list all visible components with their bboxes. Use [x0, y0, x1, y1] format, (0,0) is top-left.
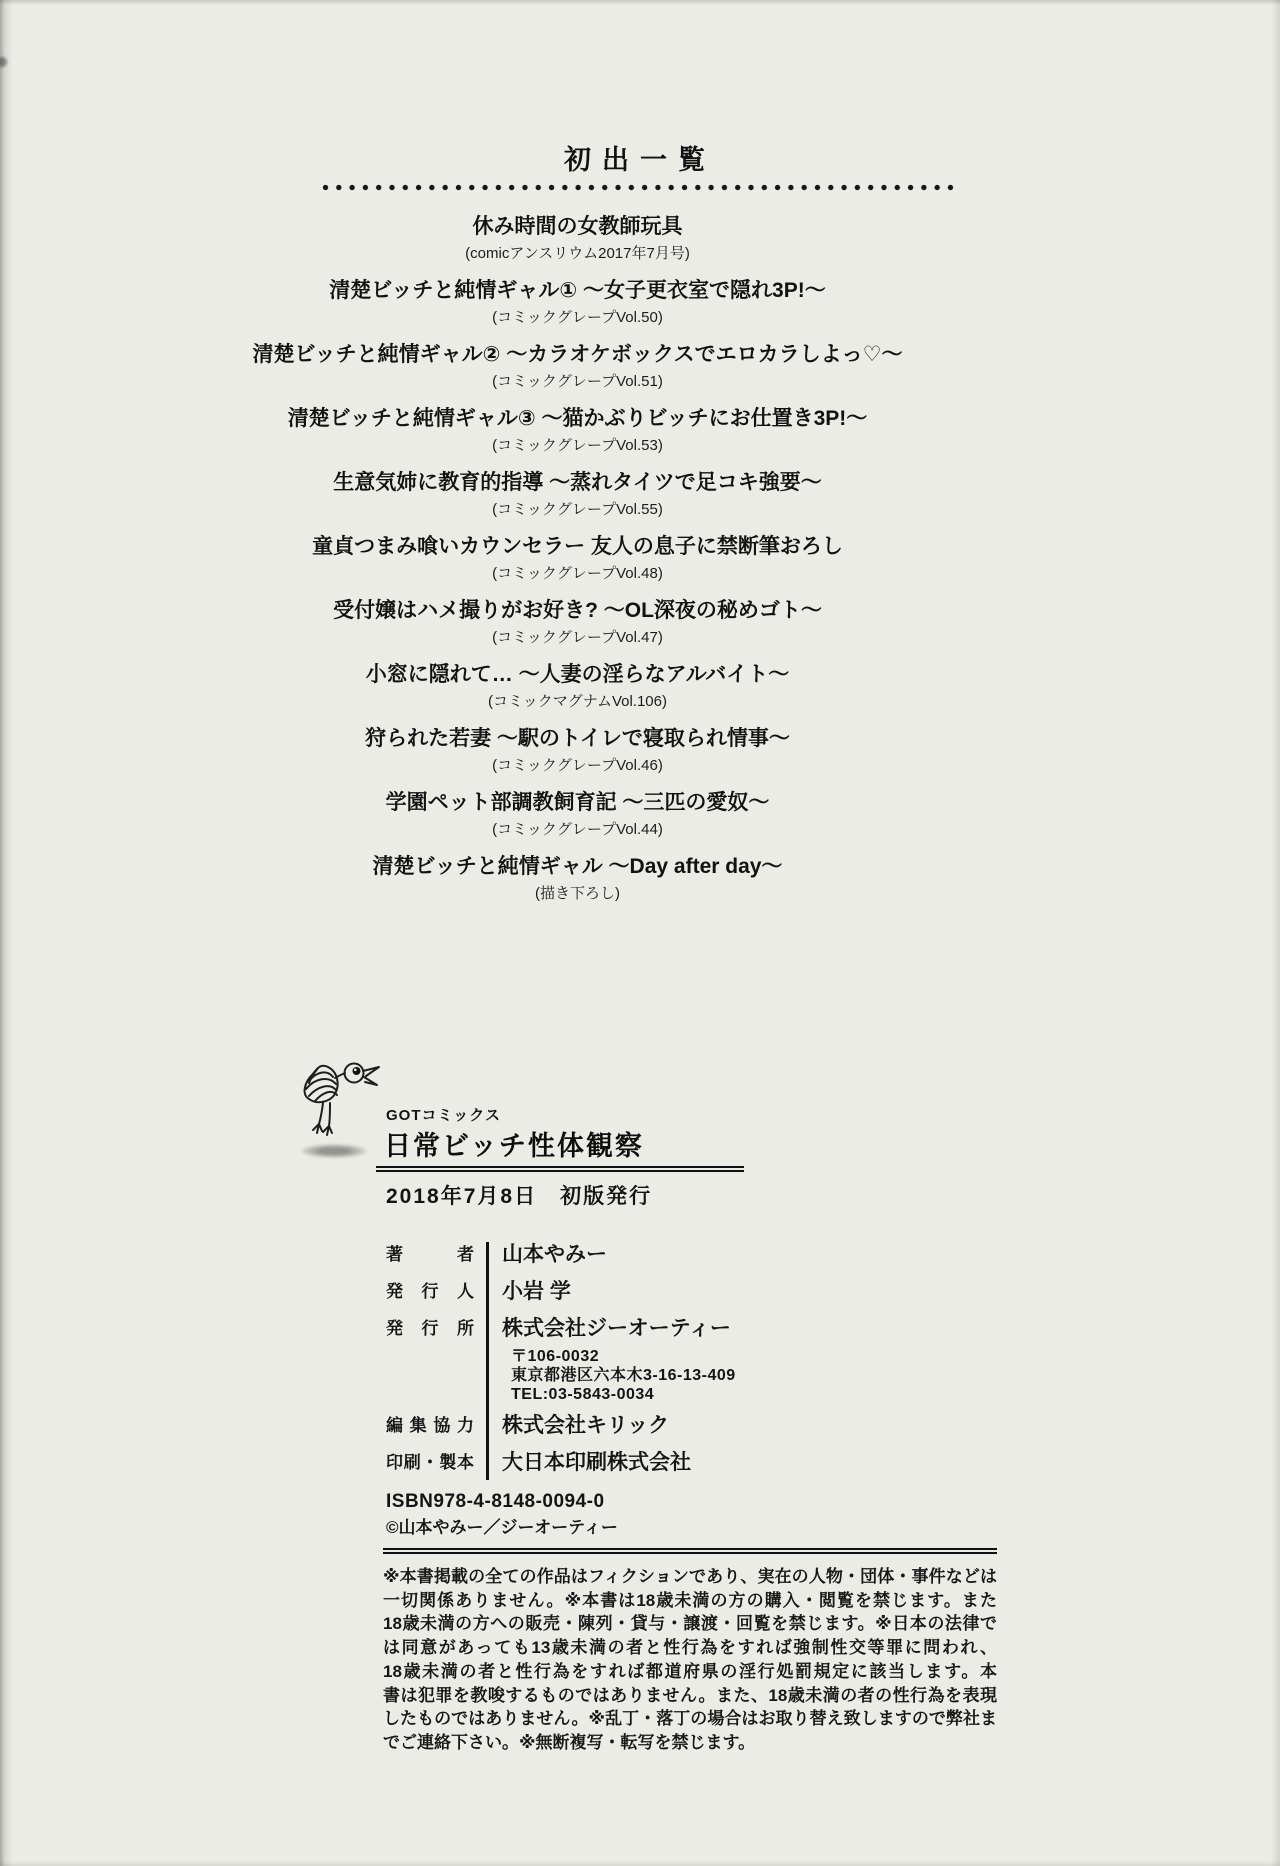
work-item — [95, 788, 1060, 842]
work-title: 清楚ビッチと純情ギャル① ～女子更衣室で隠れ3P!～ — [329, 279, 826, 302]
work-item — [95, 276, 1060, 330]
copyright-line: ©山本やみー／ジーオーティー — [386, 1518, 618, 1537]
credit-value: 株式会社キリック — [502, 1414, 670, 1437]
section-title: 初出一覧 — [564, 145, 716, 175]
credit-row — [386, 1448, 946, 1478]
work-source: (コミックグレープVol.47) — [492, 629, 663, 646]
disclaimer-rule — [383, 1548, 997, 1554]
work-item — [95, 660, 1060, 714]
work-item — [95, 468, 1060, 522]
work-title: 童貞つまみ喰いカウンセラー 友人の息子に禁断筆おろし — [312, 535, 843, 558]
work-item — [95, 532, 1060, 586]
work-item — [95, 852, 1060, 906]
credit-value: 小岩 学 — [502, 1280, 571, 1303]
credit-label: 発行人 — [386, 1282, 474, 1301]
disclaimer-line: 一切関係ありません。※本書は18歳未満の方の購入・閲覧を禁じます。また — [383, 1590, 997, 1610]
work-source: (描き下ろし) — [535, 885, 620, 902]
credit-value — [474, 1314, 736, 1404]
disclaimer-line: でご連絡下さい。※無断複写・転写を禁じます。 — [383, 1732, 756, 1752]
work-item — [95, 404, 1060, 458]
disclaimer-paragraph — [383, 1565, 997, 1755]
bird-doodle-icon — [296, 1058, 388, 1140]
book-title: 日常ビッチ性体観察 — [384, 1131, 644, 1161]
disclaimer-line: 書は犯罪を教唆するものではありません。また、18歳未満の者の性行為を表現 — [383, 1685, 997, 1705]
credit-row — [386, 1240, 946, 1270]
credit-value: 大日本印刷株式会社 — [502, 1451, 691, 1474]
edition-date: 2018年7月8日 初版発行 — [386, 1185, 653, 1208]
phone-number: TEL:03-5843-0034 — [511, 1386, 655, 1403]
title-rule — [376, 1166, 744, 1172]
work-title: 狩られた若妻 ～駅のトイレで寝取られ情事～ — [365, 727, 790, 750]
street-address: 東京都港区六本木3-16-13-409 — [511, 1367, 736, 1384]
publisher-address — [502, 1347, 736, 1404]
credit-row — [386, 1277, 946, 1307]
works-list — [95, 212, 1060, 916]
credit-label: 著者 — [386, 1245, 474, 1264]
work-title: 生意気姉に教育的指導 ～蒸れタイツで足コキ強要～ — [333, 471, 822, 494]
credits-table — [386, 1240, 946, 1485]
bird-shadow — [301, 1144, 367, 1158]
work-source: (コミックマグナムVol.106) — [488, 693, 667, 710]
work-item — [95, 724, 1060, 778]
work-source: (コミックグレープVol.53) — [492, 437, 663, 454]
work-title: 清楚ビッチと純情ギャル ～Day after day～ — [372, 855, 783, 878]
work-source: (コミックグレープVol.46) — [492, 757, 663, 774]
isbn-block — [386, 1490, 618, 1539]
work-item — [95, 596, 1060, 650]
disclaimer-line: 18歳未満の者と性行為をすれば都道府県の淫行処罰規定に該当します。本 — [383, 1661, 997, 1681]
work-source: (コミックグレープVol.48) — [492, 565, 663, 582]
dotted-divider — [322, 184, 956, 191]
work-source: (コミックグレープVol.55) — [492, 501, 663, 518]
work-title: 小窓に隠れて… ～人妻の淫らなアルバイト～ — [365, 663, 790, 686]
credit-row — [386, 1314, 946, 1404]
credit-label: 編集協力 — [386, 1416, 474, 1435]
credit-value: 山本やみー — [502, 1243, 607, 1266]
work-title: 学園ペット部調教飼育記 ～三匹の愛奴～ — [385, 791, 770, 814]
work-item — [95, 340, 1060, 394]
work-source: (コミックグレープVol.51) — [492, 373, 663, 390]
isbn: ISBN978-4-8148-0094-0 — [386, 1491, 605, 1512]
credits-divider-line — [486, 1242, 489, 1480]
work-title: 休み時間の女教師玩具 — [472, 215, 683, 238]
credit-label: 発行所 — [386, 1319, 474, 1338]
postal-code: 〒106-0032 — [511, 1348, 600, 1365]
work-title: 受付嬢はハメ撮りがお好き? ～OL深夜の秘めゴト～ — [333, 599, 822, 622]
credit-row — [386, 1411, 946, 1441]
publisher-name: 株式会社ジーオーティー — [502, 1317, 731, 1340]
work-item — [95, 212, 1060, 266]
work-source: (コミックグレープVol.50) — [492, 309, 663, 326]
imprint-label: GOTコミックス — [386, 1107, 502, 1124]
work-title: 清楚ビッチと純情ギャル② ～カラオケボックスでエロカラしよっ♡～ — [252, 343, 903, 366]
credit-label: 印刷・製本 — [386, 1453, 474, 1472]
work-title: 清楚ビッチと純情ギャル③ ～猫かぶりビッチにお仕置き3P!～ — [287, 407, 868, 430]
disclaimer-line: ※本書掲載の全ての作品はフィクションであり、実在の人物・団体・事件などは — [383, 1567, 997, 1586]
work-source: (comicアンスリウム2017年7月号) — [465, 245, 690, 262]
disclaimer-line: は同意があっても13歳未満の者と性行為をすれば強制性交等罪に問われ、 — [383, 1638, 997, 1658]
disclaimer-line: 18歳未満の方への販売・陳列・貸与・譲渡・回覧を禁じます。※日本の法律で — [383, 1614, 997, 1634]
work-source: (コミックグレープVol.44) — [492, 821, 663, 838]
disclaimer-line: したものではありません。※乱丁・落丁の場合はお取り替え致しますので弊社ま — [383, 1709, 997, 1729]
